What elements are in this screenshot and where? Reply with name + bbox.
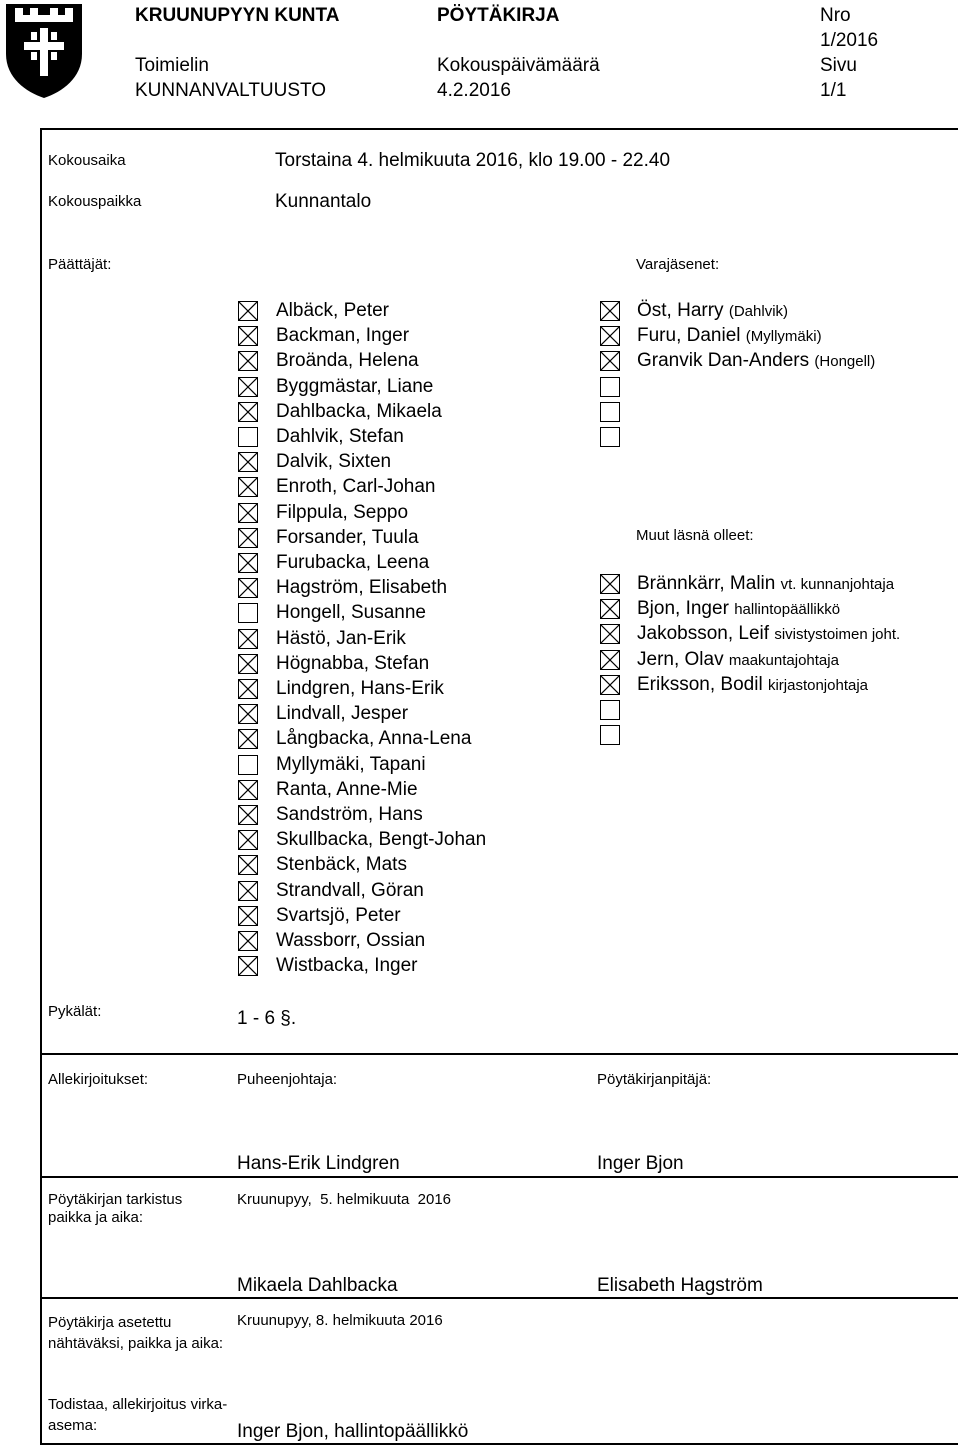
checked-box-icon[interactable] [238,528,258,548]
checked-box-icon[interactable] [600,326,620,346]
checked-box-icon[interactable] [238,351,258,371]
member-name: Lindvall, Jesper [276,703,409,725]
posting-label: Pöytäkirja asetettu nähtäväksi, paikka ja aika: [48,1314,224,1352]
frame-top [40,128,958,130]
checked-box-icon[interactable] [600,351,620,371]
checked-box-icon[interactable] [600,650,620,670]
other-attendee-name: Brännkärr, Malin [637,573,776,594]
empty-box-icon[interactable] [600,700,620,720]
meeting-time-label: Kokousaika [48,152,126,169]
member-name: Byggmästar, Liane [276,375,434,397]
other-attendee-entry [637,598,840,621]
checked-box-icon[interactable] [238,377,258,397]
reviewer-2-name: Elisabeth Hagström [597,1275,763,1296]
substitute-name: Öst, Harry [637,300,724,321]
checked-box-icon[interactable] [238,503,258,523]
checked-box-icon[interactable] [600,675,620,695]
substitute-replaces: (Myllymäki) [745,328,822,346]
date-label: Kokouspäivämäärä [437,55,600,76]
substitute-name: Granvik Dan-Anders [637,350,810,372]
chair-name: Hans-Erik Lindgren [237,1153,400,1174]
review-label: Pöytäkirjan tarkistus paikka ja aika: [48,1191,183,1226]
member-name: Hästö, Jan-Erik [276,627,406,649]
empty-box-icon[interactable] [600,427,620,447]
other-attendee-name: Jern, Olav [637,648,724,670]
checked-box-icon[interactable] [600,574,620,594]
other-attendee-entry [637,573,894,596]
other-attendee-name: Jakobsson, Leif [637,623,770,645]
member-name: Enroth, Carl-Johan [276,476,436,498]
member-name: Sandström, Hans [276,804,423,825]
other-attendee-entry [637,674,868,697]
substitute-replaces: (Dahlvik) [728,303,789,320]
sections-label: Pykälät: [48,1003,102,1020]
other-attendee-role: hallintopäällikkö [734,601,841,619]
other-attendee-name: Bjon, Inger [637,598,729,620]
checked-box-icon[interactable] [238,654,258,674]
meeting-place-value: Kunnantalo [275,191,372,212]
checked-box-icon[interactable] [238,477,258,497]
checked-box-icon[interactable] [238,402,258,422]
coat-of-arms-logo [4,2,84,100]
sections-value: 1 - 6 §. [237,1008,297,1029]
date-value: 4.2.2016 [437,80,511,101]
member-name: Svartsjö, Peter [276,904,401,926]
empty-box-icon[interactable] [600,377,620,397]
member-name: Ranta, Anne-Mie [276,778,418,800]
substitute-name: Furu, Daniel [637,325,741,347]
other-attendee-entry [637,649,839,672]
empty-box-icon[interactable] [238,427,258,447]
meeting-time-value: Torstaina 4. helmikuuta 2016, klo 19.00 - 22.40 [275,150,671,171]
member-name: Filppula, Seppo [276,501,409,523]
member-name: Hagström, Elisabeth [276,577,448,599]
substitutes-label: Varajäsenet: [636,256,720,273]
substitute-entry [637,350,875,373]
member-name: Dalvik, Sixten [276,451,392,473]
chair-label: Puheenjohtaja: [237,1071,338,1088]
checked-box-icon[interactable] [238,881,258,901]
page-value: 1/1 [820,80,847,101]
checked-box-icon[interactable] [238,729,258,749]
reviewer-1-name: Mikaela Dahlbacka [237,1275,398,1296]
other-attendee-role: maakuntajohtaja [728,651,839,669]
checked-box-icon[interactable] [238,780,258,800]
nro-value: 1/2016 [820,30,879,51]
frame-bottom [40,1443,958,1445]
empty-box-icon[interactable] [238,755,258,775]
secretary-label: Pöytäkirjanpitäjä: [597,1071,712,1088]
checked-box-icon[interactable] [600,599,620,619]
signatures-label: Allekirjoitukset: [48,1071,149,1088]
checked-box-icon[interactable] [238,855,258,875]
member-name: Dahlvik, Stefan [276,426,404,447]
certification-label: Todistaa, allekirjoitus virka-asema: [48,1396,228,1434]
divider-pykalat [40,1053,958,1055]
checked-box-icon[interactable] [600,624,620,644]
member-name: Forsander, Tuula [276,526,419,548]
member-name: Furubacka, Leena [276,552,430,573]
posting-value: Kruunupyy, 8. helmikuuta 2016 [237,1312,443,1329]
decision-makers-label: Päättäjät: [48,256,112,273]
substitute-replaces: (Hongell) [814,353,876,371]
member-name: Albäck, Peter [276,300,389,321]
checked-box-icon[interactable] [238,553,258,573]
member-name: Broända, Helena [276,350,419,372]
member-name: Lindgren, Hans-Erik [276,678,444,699]
checked-box-icon[interactable] [238,906,258,926]
member-name: Myllymäki, Tapani [276,753,426,775]
checked-box-icon[interactable] [238,830,258,850]
divider-signatures [40,1176,958,1178]
other-attendee-role: sivistystoimen joht. [774,626,901,644]
member-name: Skullbacka, Bengt-Johan [276,829,487,851]
others-label: Muut läsnä olleet: [636,527,754,544]
member-name: Wassborr, Ossian [276,930,426,951]
meeting-place-label: Kokouspaikka [48,193,142,210]
page-label: Sivu [820,55,857,76]
empty-box-icon[interactable] [600,725,620,745]
document-type: PÖYTÄKIRJA [437,5,560,26]
checked-box-icon[interactable] [238,629,258,649]
empty-box-icon[interactable] [238,603,258,623]
review-value: Kruunupyy, 5. helmikuuta 2016 [237,1191,452,1208]
body-value: KUNNANVALTUUSTO [135,80,327,101]
frame-left [40,128,42,1444]
checked-box-icon[interactable] [238,931,258,951]
checked-box-icon[interactable] [238,326,258,346]
divider-review [40,1297,958,1299]
member-name: Högnabba, Stefan [276,652,430,674]
member-name: Långbacka, Anna-Lena [276,728,472,750]
other-attendee-role: kirjastonjohtaja [767,676,869,694]
member-name: Strandvall, Göran [276,879,424,901]
other-attendee-role: vt. kunnanjohtaja [780,576,895,593]
org-name: KRUUNUPYYN KUNTA [135,5,340,26]
checked-box-icon[interactable] [600,301,620,321]
member-name: Stenbäck, Mats [276,854,407,876]
secretary-name: Inger Bjon [597,1153,684,1174]
checked-box-icon[interactable] [238,452,258,472]
other-attendee-entry [637,623,900,646]
other-attendee-name: Eriksson, Bodil [637,673,763,695]
certification-value: Inger Bjon, hallintopäällikkö [237,1421,469,1442]
member-name: Hongell, Susanne [276,602,426,624]
member-name: Dahlbacka, Mikaela [276,400,442,422]
body-label: Toimielin [135,55,209,76]
member-name: Backman, Inger [276,325,410,347]
substitute-entry [637,325,822,348]
nro-label: Nro [820,5,851,26]
substitute-entry [637,300,788,323]
checked-box-icon[interactable] [238,805,258,825]
checked-box-icon[interactable] [238,679,258,699]
checked-box-icon[interactable] [238,578,258,598]
checked-box-icon[interactable] [238,956,258,976]
empty-box-icon[interactable] [600,402,620,422]
checked-box-icon[interactable] [238,301,258,321]
member-name: Wistbacka, Inger [276,955,418,977]
checked-box-icon[interactable] [238,704,258,724]
